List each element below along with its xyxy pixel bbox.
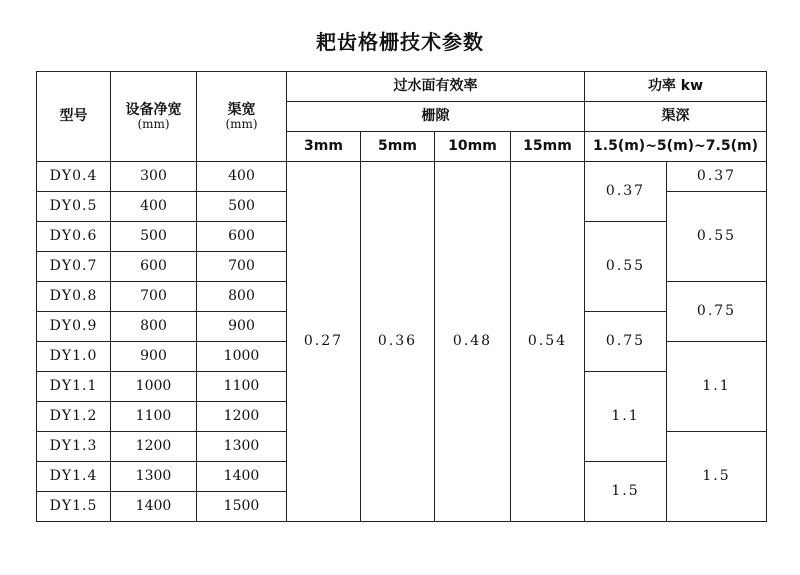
header-gap-15mm: 15mm <box>511 132 585 162</box>
cell-model: DY0.5 <box>37 192 111 222</box>
cell-width: 1200 <box>111 432 197 462</box>
cell-efficiency-15mm: 0.54 <box>511 162 585 522</box>
header-gap-5mm: 5mm <box>361 132 435 162</box>
cell-power-b: 1.5 <box>667 432 767 522</box>
cell-width: 1400 <box>111 492 197 522</box>
table-row <box>37 162 767 192</box>
cell-channel: 1500 <box>197 492 287 522</box>
cell-width: 1000 <box>111 372 197 402</box>
cell-channel: 1100 <box>197 372 287 402</box>
cell-channel: 800 <box>197 282 287 312</box>
header-power: 功率 kw <box>585 72 767 102</box>
cell-model: DY1.1 <box>37 372 111 402</box>
cell-model: DY1.3 <box>37 432 111 462</box>
header-gap-10mm: 10mm <box>435 132 511 162</box>
cell-width: 1100 <box>111 402 197 432</box>
header-depth-range: 1.5(m)~5(m)~7.5(m) <box>585 132 767 162</box>
cell-power-a: 0.55 <box>585 222 667 312</box>
cell-channel: 700 <box>197 252 287 282</box>
cell-model: DY0.8 <box>37 282 111 312</box>
cell-efficiency-5mm: 0.36 <box>361 162 435 522</box>
cell-channel: 400 <box>197 162 287 192</box>
header-channel-width <box>197 72 287 162</box>
cell-model: DY1.0 <box>37 342 111 372</box>
header-model: 型号 <box>37 72 111 162</box>
cell-model: DY0.4 <box>37 162 111 192</box>
cell-model: DY0.7 <box>37 252 111 282</box>
header-channel-width-label: 渠宽 <box>227 101 256 118</box>
cell-channel: 1000 <box>197 342 287 372</box>
cell-model: DY0.6 <box>37 222 111 252</box>
cell-power-b: 0.37 <box>667 162 767 192</box>
cell-channel: 900 <box>197 312 287 342</box>
cell-channel: 500 <box>197 192 287 222</box>
cell-power-a: 1.1 <box>585 372 667 462</box>
cell-power-b: 1.1 <box>667 342 767 432</box>
cell-channel: 1200 <box>197 402 287 432</box>
cell-channel: 1400 <box>197 462 287 492</box>
header-equipment-width-unit: (mm) <box>137 116 170 131</box>
cell-model: DY1.2 <box>37 402 111 432</box>
header-equipment-width <box>111 72 197 162</box>
cell-power-a: 0.75 <box>585 312 667 372</box>
header-channel-depth: 渠深 <box>585 102 767 132</box>
header-gap: 栅隙 <box>287 102 585 132</box>
spec-table <box>36 71 767 522</box>
cell-power-a: 0.37 <box>585 162 667 222</box>
cell-model: DY1.5 <box>37 492 111 522</box>
cell-channel: 1300 <box>197 432 287 462</box>
cell-power-b: 0.55 <box>667 192 767 282</box>
header-channel-width-unit: (mm) <box>225 116 258 131</box>
cell-power-a: 1.5 <box>585 462 667 522</box>
cell-efficiency-3mm: 0.27 <box>287 162 361 522</box>
cell-width: 400 <box>111 192 197 222</box>
cell-efficiency-10mm: 0.48 <box>435 162 511 522</box>
page-title: 耙齿格栅技术参数 <box>316 30 484 54</box>
header-equipment-width-label: 设备净宽 <box>125 101 182 118</box>
cell-width: 500 <box>111 222 197 252</box>
cell-model: DY1.4 <box>37 462 111 492</box>
cell-channel: 600 <box>197 222 287 252</box>
header-flow-efficiency: 过水面有效率 <box>287 72 585 102</box>
cell-width: 600 <box>111 252 197 282</box>
cell-width: 800 <box>111 312 197 342</box>
cell-width: 900 <box>111 342 197 372</box>
header-gap-3mm: 3mm <box>287 132 361 162</box>
cell-width: 300 <box>111 162 197 192</box>
cell-power-b: 0.75 <box>667 282 767 342</box>
cell-width: 1300 <box>111 462 197 492</box>
cell-model: DY0.9 <box>37 312 111 342</box>
cell-width: 700 <box>111 282 197 312</box>
